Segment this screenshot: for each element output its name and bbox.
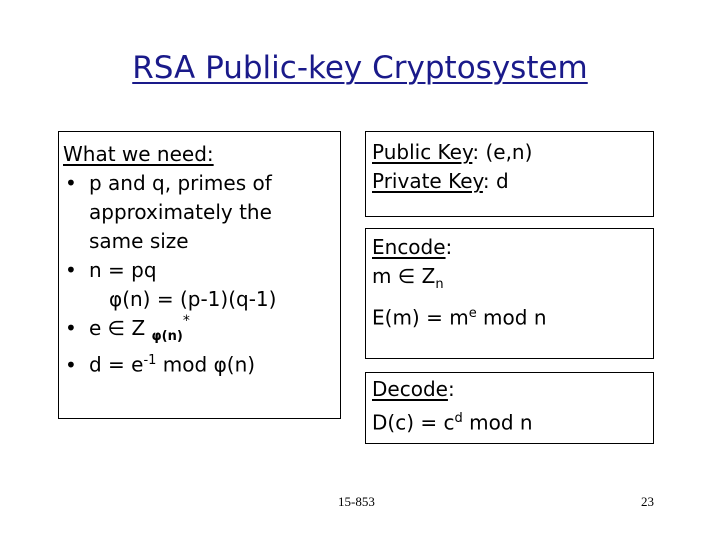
decode-formula-text: D(c) = c xyxy=(372,410,455,435)
encode-domain-subscript: n xyxy=(435,277,444,292)
private-key-label: Private Key xyxy=(372,169,483,193)
bullet-d-exponent: -1 xyxy=(143,353,157,368)
encode-formula xyxy=(372,299,647,333)
decode-colon: : xyxy=(447,377,455,401)
decode-label: Decode xyxy=(372,377,448,401)
encode-formula-text: E(m) = m xyxy=(372,305,469,330)
public-key-value: : (e,n) xyxy=(472,140,533,164)
keys-box xyxy=(365,131,654,217)
encode-colon: : xyxy=(445,235,453,259)
bullet-marker: • xyxy=(65,352,77,377)
footer-course: 15-853 xyxy=(338,494,375,509)
slide-title-text: RSA Public-key Cryptosystem xyxy=(132,50,588,86)
decode-heading xyxy=(372,375,647,404)
bullet-primes-line1: p and q, primes of xyxy=(89,171,272,195)
decode-formula-tail: mod n xyxy=(462,410,533,435)
encode-formula-exponent: e xyxy=(468,306,477,321)
decode-formula xyxy=(372,404,647,438)
decode-formula-exponent: d xyxy=(454,411,463,426)
public-key-line xyxy=(372,138,647,167)
bullet-e-star: * xyxy=(182,313,190,329)
bullet-primes-line3: same size xyxy=(89,229,189,253)
bullet-primes-line2: approximately the xyxy=(89,200,272,224)
bullet-d xyxy=(63,346,336,380)
public-key-label: Public Key xyxy=(372,140,473,164)
bullet-marker: • xyxy=(65,258,77,282)
decode-box xyxy=(365,372,654,444)
requirements-heading: What we need: xyxy=(63,142,214,166)
encode-domain xyxy=(372,262,647,299)
private-key-line xyxy=(372,167,647,196)
bullet-d-text: d = e xyxy=(89,352,144,377)
phi-formula: φ(n) = (p-1)(q-1) xyxy=(109,287,277,311)
bullet-e xyxy=(63,314,336,346)
encode-label: Encode xyxy=(372,235,446,259)
bullet-marker: • xyxy=(65,316,77,340)
encode-domain-text: m ∈ Z xyxy=(372,264,436,288)
encode-heading xyxy=(372,233,647,262)
requirements-box xyxy=(58,131,341,419)
bullet-e-text: e ∈ Z xyxy=(89,316,146,340)
bullet-e-subscript: φ(n) xyxy=(151,329,183,344)
bullet-n xyxy=(63,256,336,285)
bullet-primes xyxy=(63,169,336,198)
encode-formula-tail: mod n xyxy=(476,305,547,330)
footer-page-number: 23 xyxy=(641,494,654,509)
bullet-n-text: n = pq xyxy=(89,258,157,282)
private-key-value: : d xyxy=(482,169,509,193)
encode-box xyxy=(365,228,654,359)
bullet-d-tail: mod φ(n) xyxy=(156,352,256,377)
slide-title xyxy=(0,50,720,86)
bullet-marker: • xyxy=(65,171,77,195)
